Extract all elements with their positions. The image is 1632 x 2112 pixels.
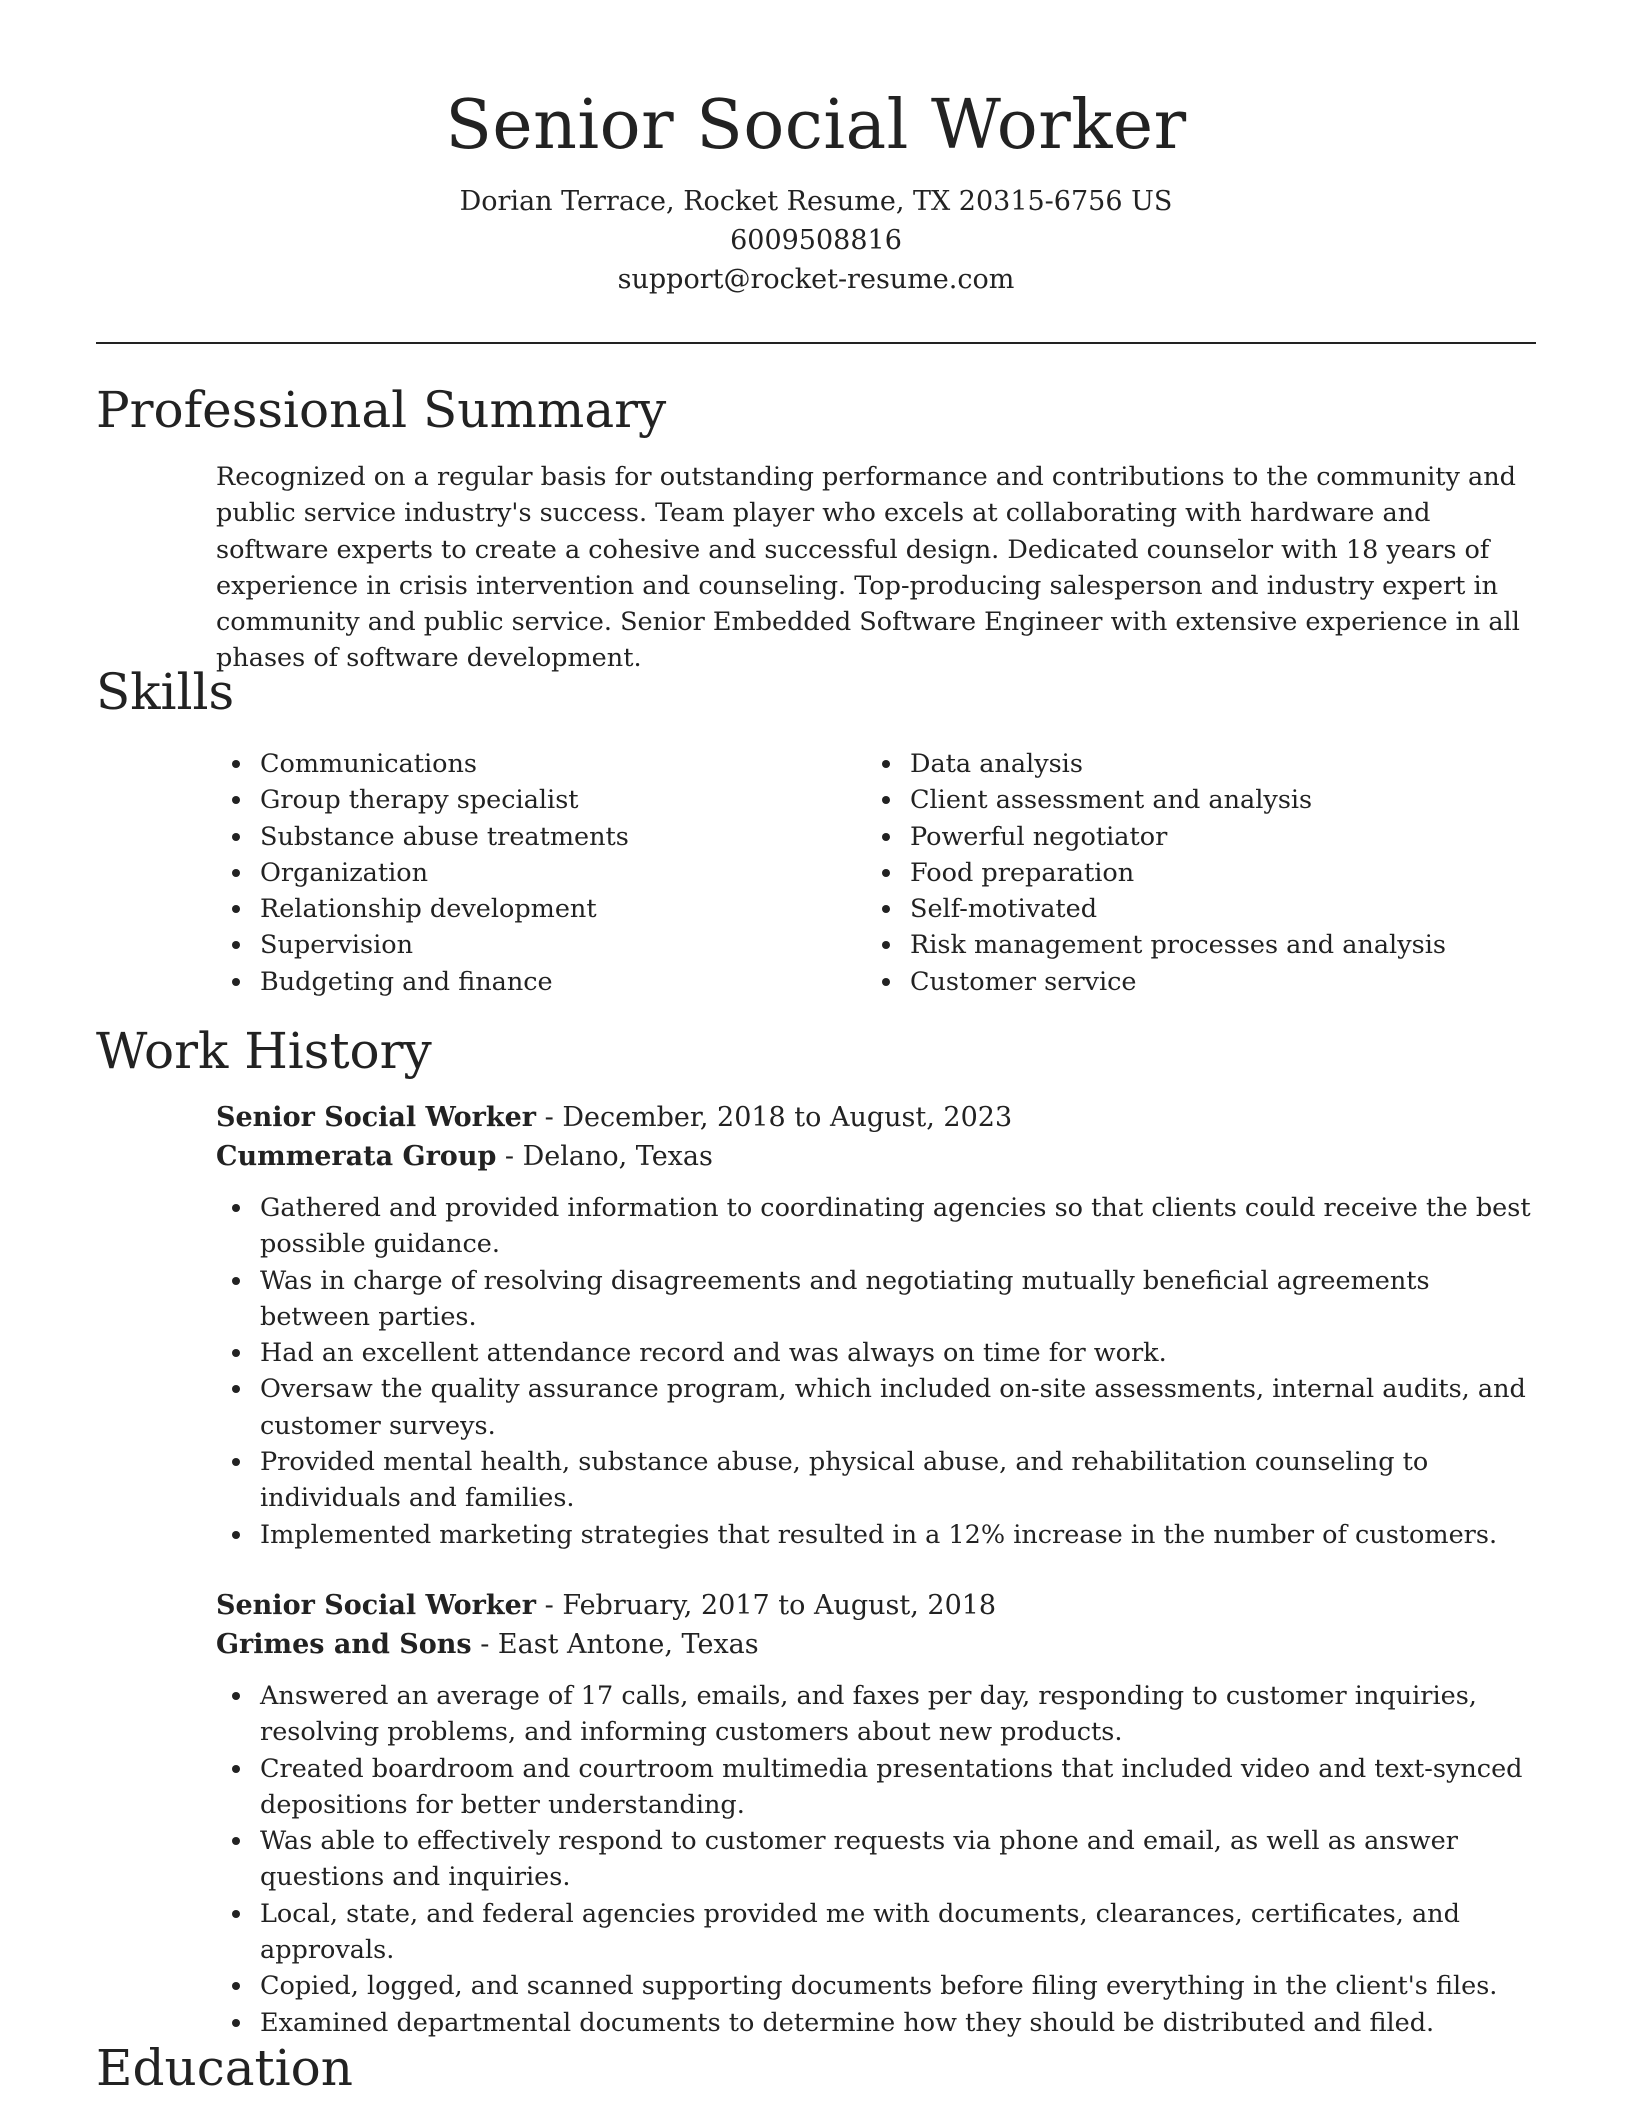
list-item: Implemented marketing strategies that resulted in a 12% increase in the number of customers. <box>216 1517 1538 1553</box>
list-item: Communications <box>216 746 816 782</box>
section-title-skills: Skills <box>96 663 235 721</box>
list-item: Was in charge of resolving disagreements and negotiating mutually beneficial agreements between parties. <box>216 1263 1538 1336</box>
candidate-title: Senior Social Worker <box>445 86 1187 165</box>
list-item: Supervision <box>216 927 816 963</box>
job-title-line <box>216 1586 1538 1625</box>
job-dates: - February, 2017 to August, 2018 <box>536 1590 997 1621</box>
list-item: Powerful negotiator <box>866 819 1506 855</box>
list-item: Customer service <box>866 964 1506 1000</box>
list-item: Data analysis <box>866 746 1506 782</box>
section-title-education: Education <box>96 2039 353 2097</box>
list-item: Was able to effectively respond to customer requests via phone and email, as well as answer questions and inquiries. <box>216 1823 1538 1896</box>
list-item: Budgeting and finance <box>216 964 816 1000</box>
list-item: Oversaw the quality assurance program, which included on-site assessments, internal audits, and customer surveys. <box>216 1371 1538 1444</box>
job-role: Senior Social Worker <box>216 1590 537 1621</box>
list-item: Substance abuse treatments <box>216 819 816 855</box>
summary-text: Recognized on a regular basis for outstanding performance and contributions to the community and public service industry's success. Team player who excels at collaborating with hardware and software experts to create a cohesive and successful design. Dedicated counselor with 18 years of experience in crisis intervention and counseling. Top-producing salesperson and industry expert in community and public service. Senior Embedded Software Engineer with extensive experience in all phases of software development. <box>216 462 1520 674</box>
list-item: Local, state, and federal agencies provided me with documents, clearances, certificates, and approvals. <box>216 1896 1538 1969</box>
list-item: Had an excellent attendance record and was always on time for work. <box>216 1335 1538 1371</box>
list-item: Organization <box>216 855 816 891</box>
job-company-line <box>216 1137 1538 1176</box>
job-bullets <box>216 1190 1538 1553</box>
job-entry <box>216 1098 1538 1553</box>
job-company: Cummerata Group <box>216 1141 497 1172</box>
list-item: Food preparation <box>866 855 1506 891</box>
job-role: Senior Social Worker <box>216 1102 537 1133</box>
section-title-summary: Professional Summary <box>96 381 667 439</box>
list-item: Client assessment and analysis <box>866 782 1506 818</box>
list-item: Self-motivated <box>866 891 1506 927</box>
list-item: Gathered and provided information to coordinating agencies so that clients could receive the best possible guidance. <box>216 1190 1538 1263</box>
list-item: Copied, logged, and scanned supporting documents before filing everything in the client's files. <box>216 1968 1538 2004</box>
job-company: Grimes and Sons <box>216 1629 472 1660</box>
list-item: Relationship development <box>216 891 816 927</box>
skills-list-left <box>216 746 816 1000</box>
contact-phone: 6009508816 <box>730 225 902 256</box>
job-title-line <box>216 1098 1538 1137</box>
header-divider <box>96 342 1536 344</box>
job-bullets <box>216 1678 1538 2041</box>
list-item: Created boardroom and courtroom multimedia presentations that included video and text-synced depositions for better understanding. <box>216 1751 1538 1824</box>
skills-list-right <box>866 746 1506 1000</box>
list-item: Risk management processes and analysis <box>866 927 1506 963</box>
section-title-work-history: Work History <box>96 1022 432 1080</box>
list-item: Provided mental health, substance abuse, physical abuse, and rehabilitation counseling to individuals and families. <box>216 1444 1538 1517</box>
job-location: - East Antone, Texas <box>471 1629 759 1660</box>
contact-address: Dorian Terrace, Rocket Resume, TX 20315-6756 US <box>459 186 1173 217</box>
resume-header <box>0 80 1632 299</box>
job-entry <box>216 1586 1538 2041</box>
list-item: Group therapy specialist <box>216 782 816 818</box>
job-location: - Delano, Texas <box>496 1141 713 1172</box>
job-dates: - December, 2018 to August, 2023 <box>536 1102 1013 1133</box>
job-company-line <box>216 1625 1538 1664</box>
list-item: Examined departmental documents to determine how they should be distributed and filed. <box>216 2005 1538 2041</box>
contact-email: support@rocket-resume.com <box>617 264 1015 295</box>
list-item: Answered an average of 17 calls, emails, and faxes per day, responding to customer inquiries, resolving problems, and informing customers about new products. <box>216 1678 1538 1751</box>
